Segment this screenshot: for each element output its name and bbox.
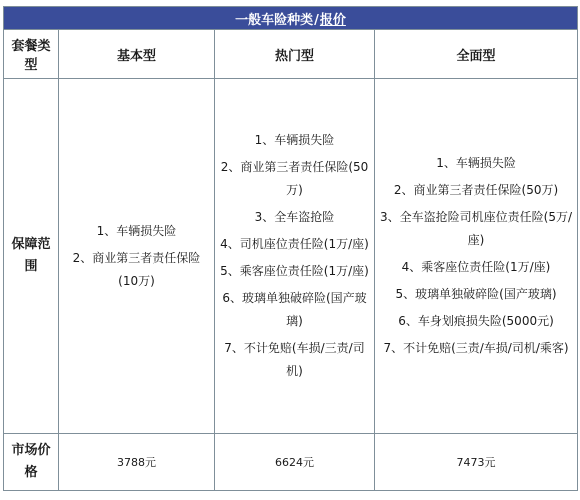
title-separator: / bbox=[314, 12, 319, 28]
column-header-row bbox=[4, 30, 578, 79]
col-header-full: 全面型 bbox=[375, 30, 578, 79]
list-item: 1、车辆损失险 bbox=[96, 223, 177, 238]
price-row bbox=[4, 434, 578, 491]
list-item: 1、车辆损失险 bbox=[254, 133, 335, 147]
coverage-label: 保障范围 bbox=[4, 79, 59, 434]
title-quote-link[interactable]: 报价 bbox=[319, 12, 346, 28]
full-coverage-list bbox=[379, 152, 573, 360]
table-title bbox=[4, 7, 578, 30]
list-item: 7、不计免赔(三责/车损/司机/乘客) bbox=[383, 341, 569, 355]
full-coverage-cell bbox=[375, 79, 578, 434]
basic-price: 3788元 bbox=[59, 434, 215, 491]
col-header-popular: 热门型 bbox=[215, 30, 375, 79]
list-item: 4、司机座位责任险(1万/座) bbox=[220, 237, 369, 251]
list-item: 6、车身划痕损失险(5000元) bbox=[398, 314, 554, 328]
list-item: 3、全车盗抢险司机座位责任险(5万/座) bbox=[380, 210, 573, 247]
list-item: 3、全车盗抢险 bbox=[254, 210, 335, 224]
popular-coverage-list bbox=[219, 129, 370, 383]
list-item: 7、不计免赔(车损/三责/司机) bbox=[224, 341, 365, 378]
list-item: 4、乘客座位责任险(1万/座) bbox=[401, 260, 551, 274]
list-item: 5、玻璃单独破碎险(国产玻璃) bbox=[395, 287, 557, 301]
popular-coverage-cell bbox=[215, 79, 375, 434]
basic-coverage-list bbox=[63, 220, 210, 293]
list-item: 5、乘客座位责任险(1万/座) bbox=[220, 264, 369, 278]
list-item: 2、商业第三者责任保险(50万) bbox=[393, 183, 559, 197]
insurance-table bbox=[3, 6, 578, 491]
full-price: 7473元 bbox=[375, 434, 578, 491]
title-row bbox=[4, 7, 578, 30]
list-item: 6、玻璃单独破碎险(国产玻璃) bbox=[222, 291, 367, 328]
row-header-package-type: 套餐类型 bbox=[4, 30, 59, 79]
col-header-basic: 基本型 bbox=[59, 30, 215, 79]
list-item: 1、车辆损失险 bbox=[436, 156, 516, 170]
basic-coverage-cell bbox=[59, 79, 215, 434]
popular-price: 6624元 bbox=[215, 434, 375, 491]
title-left: 一般车险种类 bbox=[235, 12, 314, 28]
list-item: 2、商业第三者责任保险(10万) bbox=[72, 250, 201, 288]
list-item: 2、商业第三者责任保险(50万) bbox=[220, 160, 369, 197]
coverage-row bbox=[4, 79, 578, 434]
price-label: 市场价格 bbox=[4, 434, 59, 491]
